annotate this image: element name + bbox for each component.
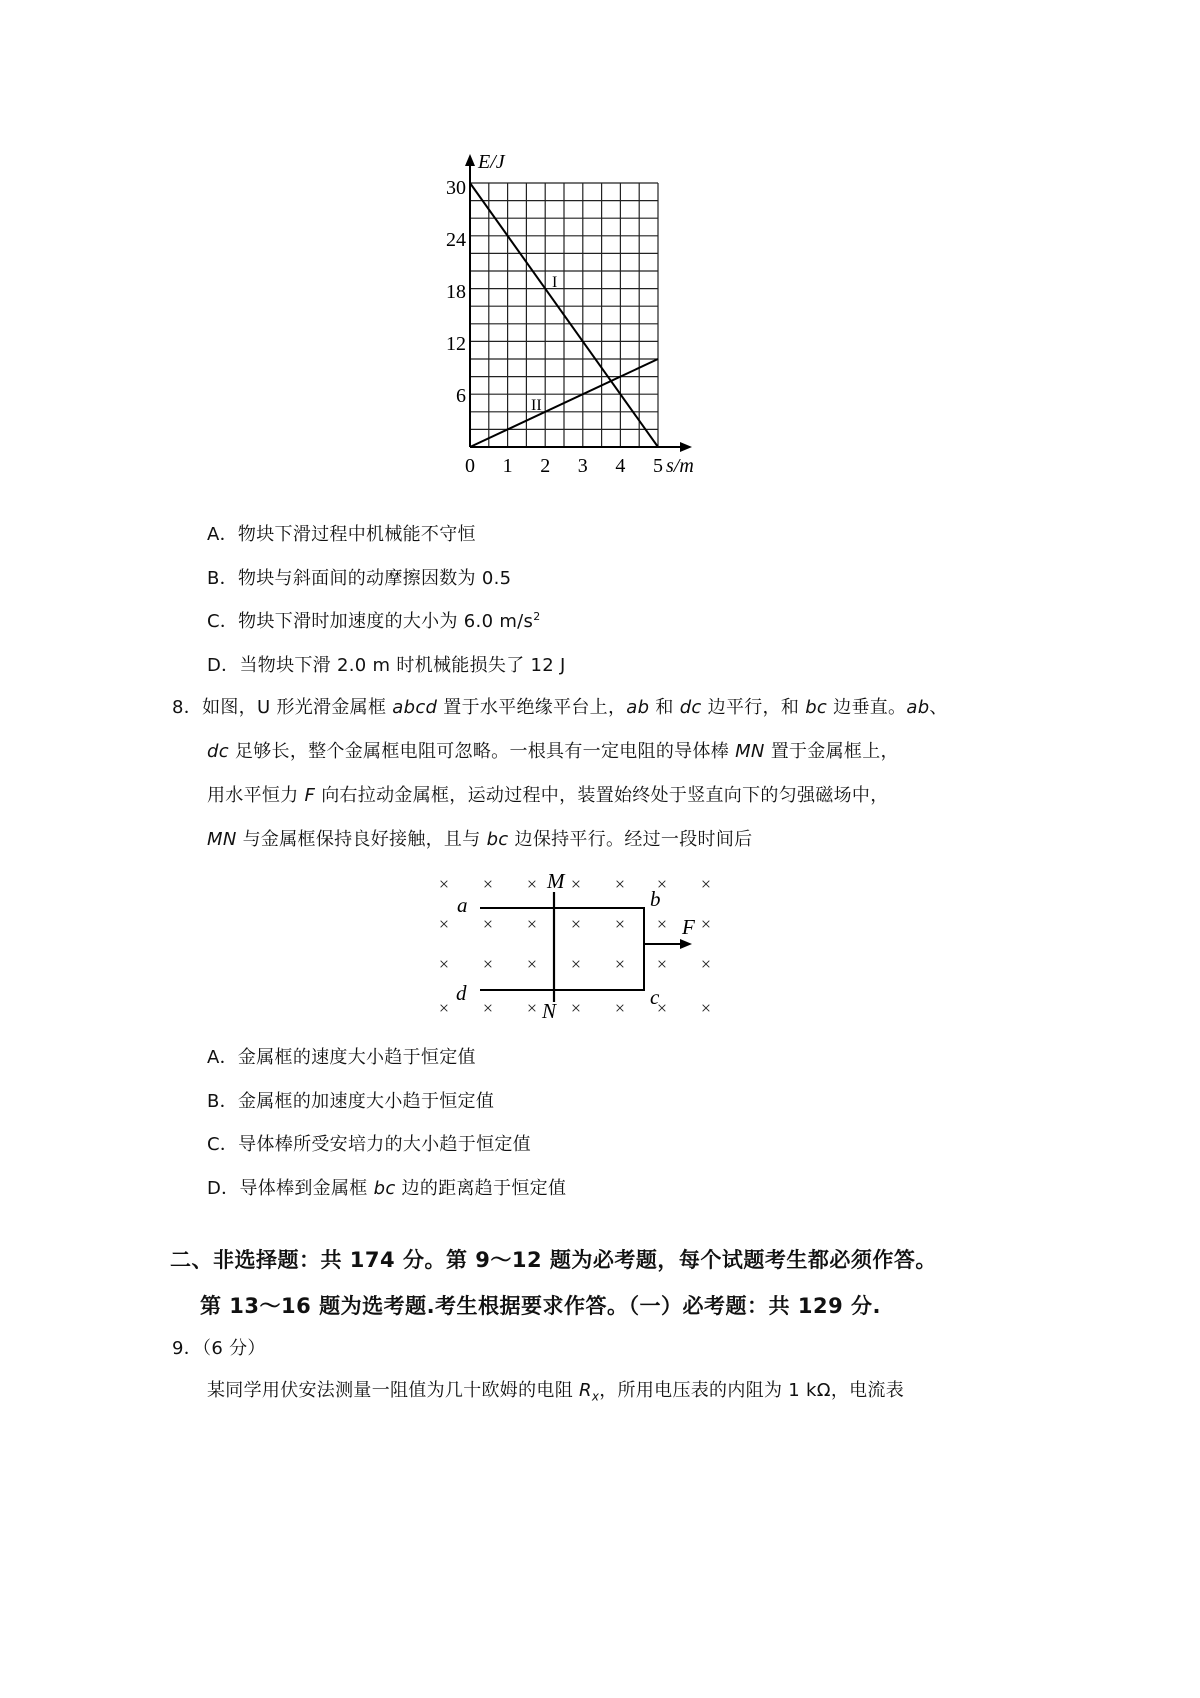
- field-cross: ×: [570, 998, 582, 1018]
- option-letter: C．: [207, 611, 239, 632]
- option-letter: D．: [207, 655, 240, 676]
- field-cross: ×: [526, 998, 538, 1018]
- option-text: 金属框的加速度大小趋于恒定值: [237, 1091, 495, 1112]
- x-tick-label: 0: [465, 455, 475, 477]
- energy-distance-graph: [440, 150, 730, 485]
- y-tick-label: 6: [456, 385, 466, 407]
- option-text: 物块与斜面间的动摩擦因数为 0.5: [237, 568, 512, 589]
- option-superscript: 2: [533, 610, 541, 623]
- label-n: N: [542, 999, 557, 1023]
- x-tick-label: 2: [540, 455, 551, 477]
- field-cross: ×: [656, 874, 668, 894]
- option-letter: C．: [207, 1134, 239, 1155]
- q8-line-3: 用水平恒力 F 向右拉动金属框，运动过程中，装置始终处于竖直向下的匀强磁场中，: [207, 785, 889, 806]
- option-letter: B．: [207, 1091, 238, 1112]
- field-cross: ×: [482, 914, 494, 934]
- field-cross: ×: [570, 874, 582, 894]
- field-cross: ×: [526, 914, 538, 934]
- y-tick-label: 18: [446, 281, 466, 303]
- field-cross: ×: [438, 914, 450, 934]
- y-axis-arrow: [465, 154, 475, 166]
- option-letter: D．: [207, 1178, 240, 1199]
- q7-option-d: [207, 653, 566, 679]
- x-axis-arrow: [680, 442, 692, 452]
- magnetic-field-marks: [439, 874, 711, 1018]
- y-tick-label: 12: [446, 333, 466, 355]
- field-cross: ×: [700, 998, 712, 1018]
- field-cross: ×: [526, 874, 538, 894]
- q8-option-c: [207, 1132, 531, 1158]
- field-cross: ×: [656, 914, 668, 934]
- q7-option-c: [207, 609, 541, 635]
- force-arrowhead: [680, 939, 692, 949]
- line-label-I: I: [552, 274, 558, 291]
- label-b: b: [650, 887, 661, 911]
- q9-header: 9．（6 分）: [172, 1338, 266, 1359]
- field-cross: ×: [700, 914, 712, 934]
- line-label-II: II: [531, 397, 542, 414]
- q8-option-a: [207, 1045, 476, 1071]
- field-cross: ×: [438, 954, 450, 974]
- field-cross: ×: [614, 914, 626, 934]
- field-cross: ×: [570, 954, 582, 974]
- field-cross: ×: [656, 954, 668, 974]
- q7-option-a: [207, 522, 476, 548]
- field-cross: ×: [482, 998, 494, 1018]
- x-tick-label: 3: [577, 455, 588, 477]
- y-axis-label: E/J: [478, 151, 505, 173]
- option-letter: A．: [207, 1047, 238, 1068]
- q8-option-b: [207, 1089, 494, 1115]
- label-m: M: [547, 869, 565, 893]
- option-letter: B．: [207, 568, 238, 589]
- label-c: c: [650, 985, 660, 1009]
- x-tick-label: 1: [502, 455, 513, 477]
- field-cross: ×: [570, 914, 582, 934]
- option-text: 物块下滑时加速度的大小为 6.0 m/s: [238, 611, 534, 632]
- field-cross: ×: [700, 874, 712, 894]
- field-cross: ×: [482, 954, 494, 974]
- q8-option-d: D．导体棒到金属框 bc 边的距离趋于恒定值: [207, 1178, 567, 1199]
- q9-line-1: 某同学用伏安法测量一阻值为几十欧姆的电阻 $R_x$，所用电压表的内阻为 1 kΩ，电流表: [207, 1380, 905, 1404]
- option-letter: A．: [207, 524, 238, 545]
- field-cross: ×: [656, 998, 668, 1018]
- option-text: 导体棒所受安培力的大小趋于恒定值: [238, 1134, 531, 1155]
- field-cross: ×: [700, 954, 712, 974]
- section-2-heading-line-1: 二、非选择题：共 174 分。第 9～12 题为必考题，每个试题考生都必须作答。: [170, 1248, 937, 1272]
- q8-line-2: dc 足够长，整个金属框电阻可忽略。一根具有一定电阻的导体棒 MN 置于金属框上，: [207, 741, 899, 762]
- x-axis-label: s/m: [666, 455, 694, 477]
- option-text: 物块下滑过程中机械能不守恒: [237, 524, 476, 545]
- field-cross: ×: [482, 874, 494, 894]
- q7-option-b: [207, 566, 511, 592]
- section-2-heading-line-2: 第 13～16 题为选考题.考生根据要求作答。（一）必考题：共 129 分.: [200, 1294, 881, 1318]
- y-tick-labels: [446, 177, 466, 407]
- field-cross: ×: [438, 874, 450, 894]
- q8-line-1: 8．如图，U 形光滑金属框 abcd 置于水平绝缘平台上，ab 和 dc 边平行，和 bc 边垂直。ab、: [172, 697, 948, 718]
- option-text: 金属框的速度大小趋于恒定值: [237, 1047, 476, 1068]
- field-cross: ×: [614, 874, 626, 894]
- x-tick-label: 4: [615, 455, 626, 477]
- resistor-symbol: R: [579, 1380, 592, 1401]
- question-number: 8．: [172, 697, 203, 718]
- y-tick-label: 30: [446, 177, 466, 199]
- x-tick-label: 5: [653, 455, 663, 477]
- field-cross: ×: [438, 998, 450, 1018]
- field-cross: ×: [614, 998, 626, 1018]
- u-frame-diagram: [420, 862, 740, 1028]
- q8-line-4: MN 与金属框保持良好接触，且与 bc 边保持平行。经过一段时间后: [207, 829, 753, 850]
- x-tick-labels: [465, 455, 663, 477]
- option-text: 当物块下滑 2.0 m 时机械能损失了 12 J: [239, 655, 566, 676]
- label-d: d: [456, 981, 467, 1005]
- y-tick-label: 24: [446, 229, 466, 251]
- field-cross: ×: [614, 954, 626, 974]
- label-f: F: [682, 915, 695, 939]
- label-a: a: [457, 893, 468, 917]
- field-cross: ×: [526, 954, 538, 974]
